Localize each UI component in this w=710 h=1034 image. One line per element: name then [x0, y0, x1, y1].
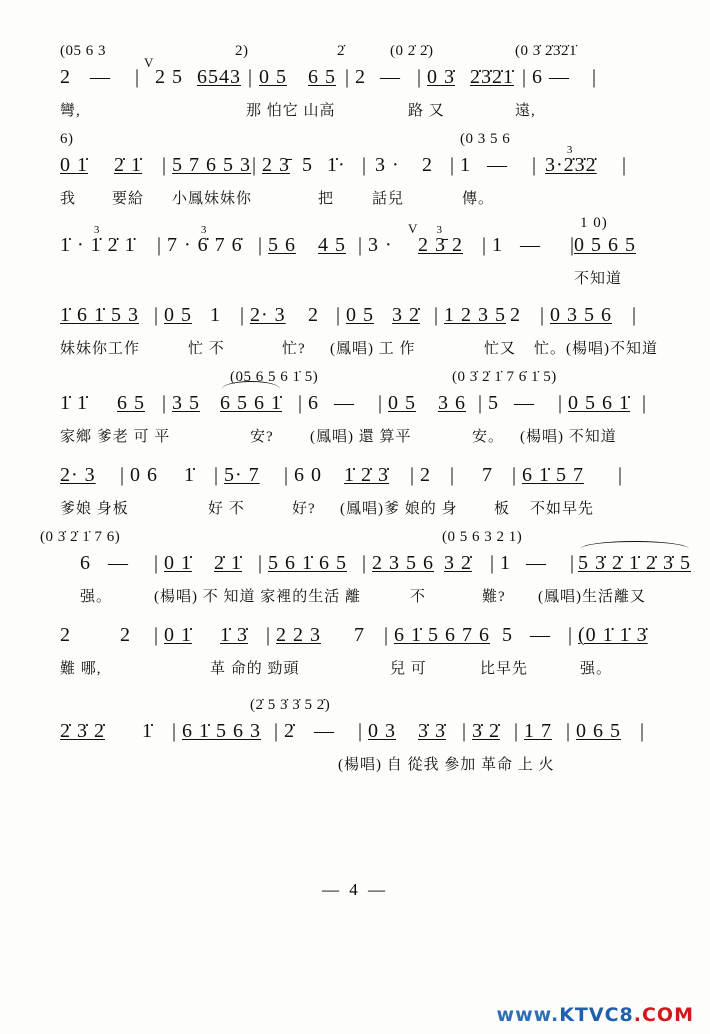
- annotation: (05 6 5 6 1̇ 5): [230, 369, 319, 385]
- notes-row: [60, 458, 650, 492]
- note-group: —: [530, 624, 551, 646]
- barline: |: [154, 552, 160, 574]
- note-group: 4 5: [318, 234, 346, 256]
- note-group: 6 5: [117, 392, 145, 414]
- lyric: 忙。(楊唱)不知道: [534, 341, 658, 357]
- notes-row: [60, 148, 650, 182]
- barline: |: [378, 392, 384, 414]
- lyric: 强。: [580, 661, 613, 677]
- lyric: 好?: [292, 501, 316, 517]
- barline: |: [358, 720, 364, 742]
- barline: |: [592, 66, 598, 88]
- page-number: — 4 —: [322, 880, 388, 899]
- barline: |: [482, 234, 488, 256]
- lyric: 安。: [472, 429, 505, 445]
- note-group: 0 5: [388, 392, 416, 414]
- watermark: [497, 1004, 694, 1026]
- lyric: 不: [410, 589, 427, 605]
- lyric: 難 哪,: [60, 661, 102, 677]
- lyric: (鳳唱)生活離又: [538, 589, 646, 605]
- barline: |: [266, 624, 272, 646]
- note-group: 3 ·: [375, 154, 400, 176]
- barline: |: [450, 154, 456, 176]
- note-group-triplet: 3 2 3̄ 2: [418, 230, 463, 260]
- annotation: (0 5 6 3 2 1): [442, 529, 523, 545]
- lyric: 小鳳妹妹你: [172, 191, 253, 207]
- barline: |: [162, 392, 168, 414]
- music-system: [60, 128, 650, 208]
- lyric: 不如早先: [530, 501, 595, 517]
- note-group: 3 2̇: [444, 552, 472, 574]
- note-group-triplet: 3 7 · 6̇ 7 6̇: [167, 230, 243, 260]
- barline: |: [284, 464, 290, 486]
- note-group: 2 2 3: [276, 624, 321, 646]
- barline: |: [384, 624, 390, 646]
- breath-mark: V: [144, 55, 155, 70]
- lyric: 忙 不: [188, 341, 225, 357]
- barline: |: [298, 392, 304, 414]
- note-group: 1̇ 3̇: [220, 624, 248, 646]
- barline: |: [258, 234, 264, 256]
- barline: |: [358, 234, 364, 256]
- note-group: 2· 3: [250, 304, 286, 326]
- note-group: 5 6: [268, 234, 296, 256]
- note-group: 2̇ 3̇ 2̇: [60, 720, 105, 742]
- annotation: (0 3 5 6: [460, 131, 511, 147]
- annotation: (2̇ 5 3̇ 3̇ 5 2̇): [250, 697, 331, 713]
- lyric: 强。: [80, 589, 113, 605]
- breath-mark: V: [408, 221, 419, 236]
- barline: |: [362, 552, 368, 574]
- note-group: —: [526, 552, 547, 574]
- note-group: 0 5: [164, 304, 192, 326]
- note-group: 2 3̄: [262, 154, 290, 176]
- lyric: 傳。: [462, 191, 495, 207]
- lyric: 不知道: [574, 271, 623, 287]
- note-group: 1 7: [524, 720, 552, 742]
- lyric: 好 不: [208, 501, 245, 517]
- watermark-suffix: .COM: [633, 1004, 694, 1026]
- note-group: 1: [210, 304, 221, 326]
- barline: |: [120, 464, 126, 486]
- lyrics-row: [60, 332, 658, 358]
- music-system: [40, 526, 691, 606]
- note-group: 6 5: [308, 66, 336, 88]
- note-group: 1̇ 1̇: [60, 392, 88, 414]
- lyrics-row: [60, 262, 650, 288]
- barline: |: [214, 464, 220, 486]
- note-group: 0 5 6 1̇: [568, 392, 630, 414]
- note-group: —: [108, 552, 129, 574]
- barline: |: [478, 392, 484, 414]
- note-group: 7: [354, 624, 365, 646]
- annotation: (0 3̇ 2̇ 1̇ 7 6̇ 1̇ 5): [452, 369, 557, 385]
- lyric: (鳳唱) 工 作: [330, 341, 416, 357]
- note-group: 5: [488, 392, 499, 414]
- notes-row: [60, 55, 650, 94]
- note-group: 1 2 3 5: [444, 304, 506, 326]
- note-group: 0 6 5: [576, 720, 621, 742]
- barline: |: [490, 552, 496, 574]
- note-group: 0 3: [368, 720, 396, 742]
- note-group: 5 7 6 5 3: [172, 154, 251, 176]
- barline: |: [566, 720, 572, 742]
- barline: |: [434, 304, 440, 326]
- note-group: 2̇ 1̇: [114, 154, 142, 176]
- note-group: 2̇ 1̇: [214, 552, 242, 574]
- barline: |: [640, 720, 646, 742]
- barline: |: [410, 464, 416, 486]
- note-group: —: [314, 720, 335, 742]
- barline: |: [632, 304, 638, 326]
- watermark-prefix: www.: [496, 1004, 560, 1026]
- lyric: 把: [318, 191, 335, 207]
- lyric: 安?: [250, 429, 274, 445]
- barline: |: [512, 464, 518, 486]
- barline: |: [258, 552, 264, 574]
- annotation: 2): [235, 43, 249, 59]
- lyric: 難?: [482, 589, 506, 605]
- lyric: (鳳唱)爹 娘的 身: [340, 501, 458, 517]
- barline: |: [154, 624, 160, 646]
- barline: |: [157, 234, 163, 256]
- barline: |: [568, 624, 574, 646]
- annotation-row: [60, 694, 650, 714]
- note-group: —: [487, 154, 508, 176]
- note-group: 1̇ 6 1̇ 5 3: [60, 304, 139, 326]
- note-group-triplet: 3 3·2̇3̇2̇: [545, 150, 597, 180]
- barline: |: [514, 720, 520, 742]
- lyric: 兒 可: [390, 661, 427, 677]
- note-group: 0 3̇: [427, 66, 455, 88]
- annotation-row: [60, 128, 650, 148]
- note-group: 2: [510, 304, 521, 326]
- lyrics-row: [60, 182, 650, 208]
- note-group: 0 5: [346, 304, 374, 326]
- barline: |: [274, 720, 280, 742]
- lyrics-row: [60, 580, 650, 606]
- note-group: 2· 3: [60, 464, 96, 486]
- note-group: 6 1̇ 5 6 7 6: [394, 624, 490, 646]
- notes-row: [60, 215, 650, 262]
- note-group: 2̇: [284, 720, 295, 742]
- lyric: 那 怕它 山高: [246, 103, 336, 119]
- lyric: 爹娘 身板: [60, 501, 129, 517]
- notes-row: [60, 546, 691, 580]
- note-group: 6 —: [532, 66, 570, 88]
- barline: |: [417, 66, 423, 88]
- music-system: [60, 298, 658, 358]
- lyric: 要給: [112, 191, 145, 207]
- music-system: [60, 458, 650, 518]
- note-group: 2: [355, 66, 366, 88]
- music-system: [60, 40, 650, 120]
- barline: |: [162, 154, 168, 176]
- note-group: 5: [302, 154, 313, 176]
- lyric: 革 命的 勁頭: [210, 661, 300, 677]
- note-group-triplet: 3 1̇ · 1̇ 2̇ 1̇: [60, 230, 136, 260]
- barline: |: [362, 154, 368, 176]
- barline: |: [450, 464, 456, 486]
- note-group: 6: [80, 552, 91, 574]
- barline: |: [336, 304, 342, 326]
- note-group: 2: [120, 624, 131, 646]
- note-group: 2: [422, 154, 433, 176]
- barline: |: [622, 154, 628, 176]
- note-group: 2: [60, 624, 71, 646]
- note-group: 6 1̇ 5 6 3: [182, 720, 261, 742]
- barline: |: [570, 552, 576, 574]
- note-group: 0 3 5 6: [550, 304, 612, 326]
- note-group: —: [514, 392, 535, 414]
- note-group: 1̇: [142, 720, 153, 742]
- note-group: 0 5: [259, 66, 287, 88]
- lyric: 話兒: [372, 191, 405, 207]
- barline: |: [522, 66, 528, 88]
- barline: |: [462, 720, 468, 742]
- note-group: 2 3 5 6: [372, 552, 434, 574]
- music-system: [60, 215, 650, 288]
- note-group: 6 1̇ 5 7: [522, 464, 584, 486]
- note-group: —: [520, 234, 541, 256]
- lyric: 忙又: [484, 341, 517, 357]
- note-group: 3 6: [438, 392, 466, 414]
- note-group: 2 5: [155, 66, 183, 88]
- barline: |: [252, 154, 258, 176]
- note-group: 0 5 6 5: [574, 234, 636, 256]
- note-group: 5 3̇ 2̇ 1̇ 2̇ 3̇ 5: [578, 548, 691, 578]
- note-group: 3̇ 3̇: [418, 720, 446, 742]
- lyrics-row: [60, 420, 650, 446]
- barline: |: [570, 234, 576, 256]
- lyric: 比早先: [480, 661, 529, 677]
- note-group: 1̇ 2̇ 3̇: [344, 464, 389, 486]
- note-group: —: [90, 66, 111, 88]
- barline: |: [248, 66, 254, 88]
- lyric: 彎,: [60, 103, 81, 119]
- note-group: 5 6 1̇ 6 5: [268, 552, 347, 574]
- annotation: 1 0): [580, 215, 608, 231]
- note-group: 5: [502, 624, 513, 646]
- note-group: 3 ·: [368, 234, 393, 256]
- note-group: 5· 7: [224, 464, 260, 486]
- barline: |: [532, 154, 538, 176]
- note-group: 3̇ 2̇: [472, 720, 500, 742]
- annotation: (05 6 3: [60, 43, 106, 59]
- annotation-row: [40, 526, 650, 546]
- note-group: 2̇3̇2̇1̇: [470, 66, 514, 88]
- note-group: 6 0: [294, 464, 322, 486]
- annotation: (0 3̇ 2̇ 1̇ 7 6): [40, 529, 121, 545]
- note-group: —: [334, 392, 355, 414]
- note-group: 6: [308, 392, 319, 414]
- barline: |: [154, 304, 160, 326]
- annotation: 2̇: [337, 43, 345, 59]
- barline: |: [240, 304, 246, 326]
- note-group: 2: [420, 464, 431, 486]
- barline: |: [558, 392, 564, 414]
- lyrics-row: [60, 492, 650, 518]
- lyric: 家鄉 爹老 可 平: [60, 429, 171, 445]
- annotation: (0 2̇ 2̇): [390, 43, 434, 59]
- barline: |: [345, 66, 351, 88]
- note-group: 3 2̇: [392, 304, 420, 326]
- barline: |: [540, 304, 546, 326]
- note-group: 0 1̇: [164, 552, 192, 574]
- score-body: [40, 40, 691, 782]
- lyric: (楊唱) 不知道: [520, 429, 617, 445]
- notes-row: [60, 298, 650, 332]
- music-system: [60, 694, 650, 774]
- notes-row: [60, 386, 650, 420]
- lyric: 我: [60, 191, 77, 207]
- watermark-brand: KTVC8: [559, 1004, 634, 1026]
- barline: |: [172, 720, 178, 742]
- lyric: (楊唱) 不 知道 家裡的生活 離: [154, 589, 361, 605]
- note-group: 0 1̇: [60, 154, 88, 176]
- note-group: 6 5 6 1̇: [220, 388, 282, 418]
- lyric: (楊唱) 自 從我 參加 革命 上 火: [338, 757, 555, 773]
- note-group: 1: [492, 234, 503, 256]
- note-group: 3 5: [172, 392, 200, 414]
- barline: |: [618, 464, 624, 486]
- lyrics-row: [60, 652, 650, 678]
- note-group: 0 1̇: [164, 624, 192, 646]
- note-group: 1: [500, 552, 511, 574]
- annotation-row: [60, 366, 650, 386]
- lyric: 忙?: [282, 341, 306, 357]
- lyrics-row: [60, 748, 650, 774]
- notes-row: [60, 618, 650, 652]
- lyric: 板: [494, 501, 511, 517]
- music-system: [60, 366, 650, 446]
- note-group: 1: [460, 154, 471, 176]
- lyric: 遠,: [515, 103, 536, 119]
- note-group: 1̇·: [327, 154, 346, 176]
- barline: |: [642, 392, 648, 414]
- annotation: (0 3̇ 2̇3̇2̇1̇: [515, 43, 577, 59]
- lyric: 妹妹你工作: [60, 341, 141, 357]
- note-group: 6543: [197, 66, 241, 88]
- music-system: [60, 618, 650, 678]
- lyric: (鳳唱) 還 算平: [310, 429, 412, 445]
- note-group: 2: [308, 304, 319, 326]
- barline: |: [135, 66, 141, 88]
- notes-row: [60, 714, 650, 748]
- note-group: 1̇: [184, 464, 195, 486]
- lyric: 路 又: [408, 103, 445, 119]
- note-group: (0 1̇ 1̇ 3̇: [578, 624, 648, 646]
- note-group: 0 6: [130, 464, 158, 486]
- annotation: 6): [60, 131, 74, 147]
- note-group: —: [380, 66, 401, 88]
- note-group: 7: [482, 464, 493, 486]
- note-group: 2: [60, 66, 71, 88]
- lyrics-row: [60, 94, 650, 120]
